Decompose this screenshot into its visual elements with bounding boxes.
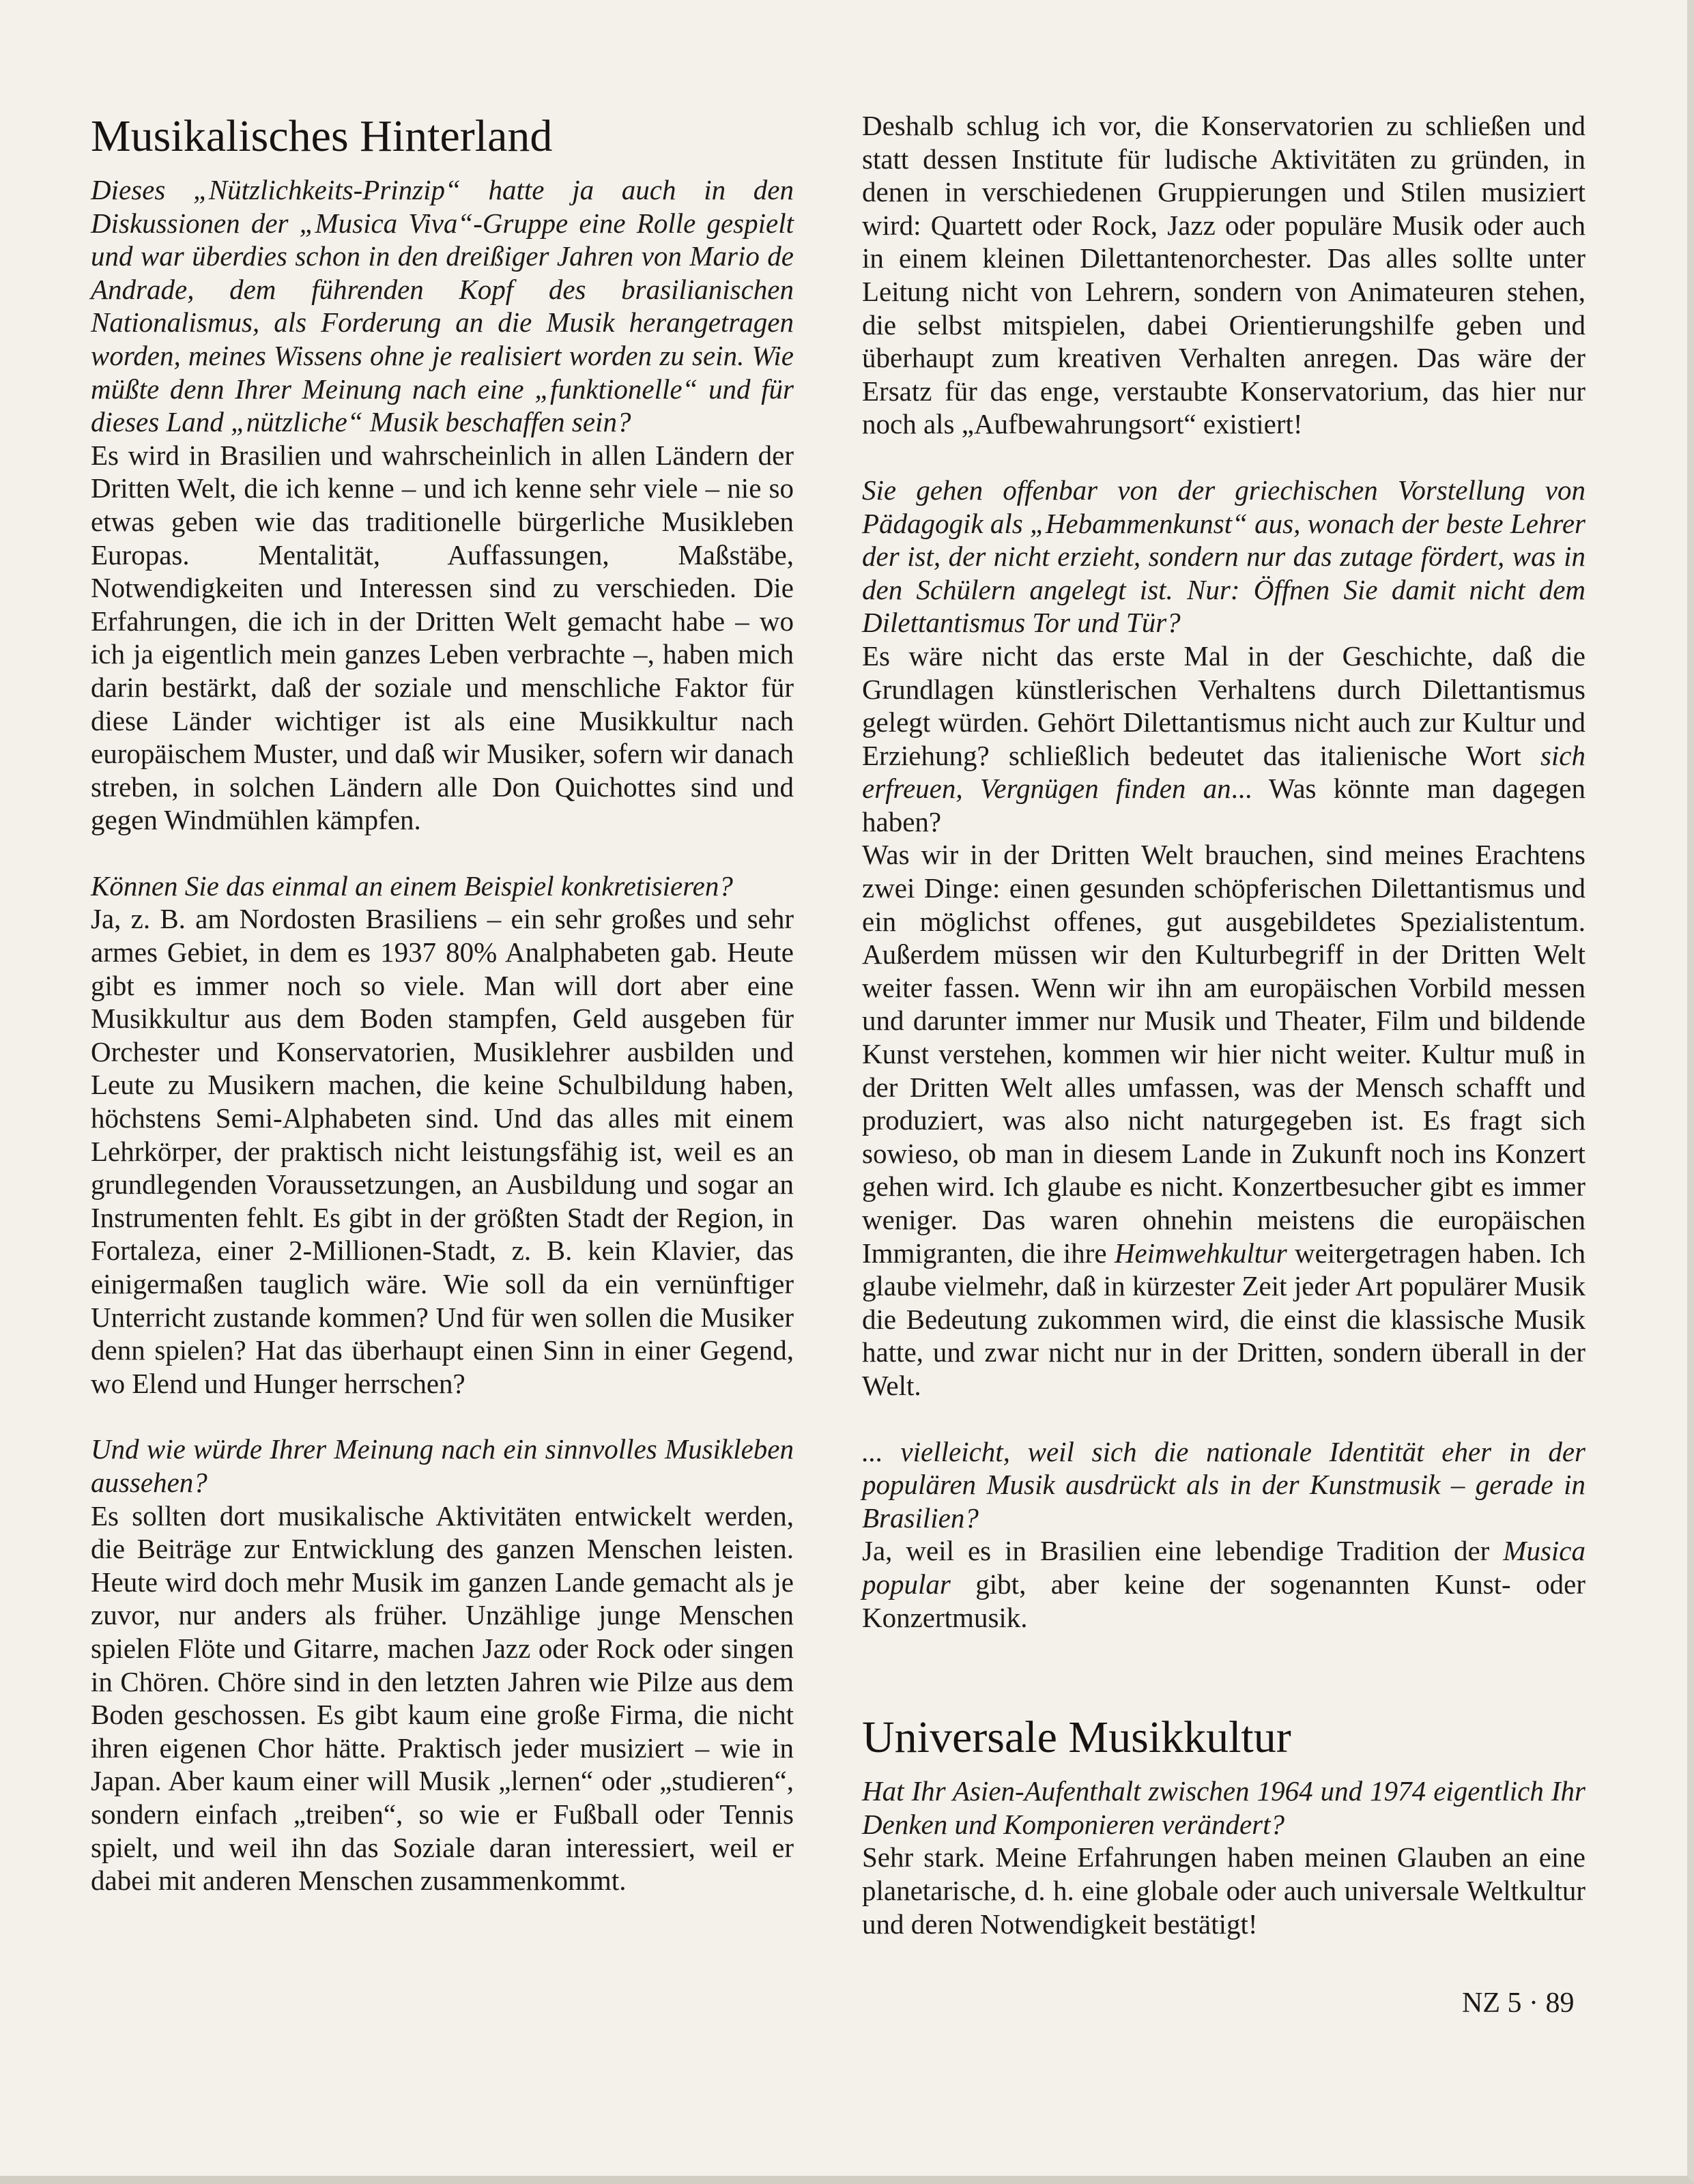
- answer-text: ... Was könnte man dagegen haben?: [862, 773, 1585, 837]
- paragraph-gap: [91, 837, 794, 870]
- section-gap: [862, 1634, 1585, 1710]
- interview-answer: Sehr stark. Meine Erfahrungen haben meinen Glauben an eine planetarische, d. h. eine globale oder auch universale Weltkultur und deren Notwendigkeit bestätigt!: [862, 1841, 1585, 1940]
- answer-text: gibt, aber keine der sogenannten Kunst- oder Konzertmusik.: [862, 1568, 1585, 1633]
- interview-question: Hat Ihr Asien-Aufenthalt zwischen 1964 und 1974 eigentlich Ihr Denken und Komponieren verändert?: [862, 1775, 1585, 1840]
- interview-question: Dieses „Nützlichkeits-Prinzip“ hatte ja auch in den Diskussionen der „Musica Viva“-Gruppe eine Rolle gespielt und war überdies schon in den dreißiger Jahren von Mario de Andrade, dem führenden Kopf des brasilianischen Nationalismus, als Forderung an die Musik herangetragen worden, meines Wissens ohne je realisiert worden zu sein. Wie müßte denn Ihrer Meinung nach eine „funktionelle“ und für dieses Land „nützliche“ Musik beschaffen sein?: [91, 174, 794, 438]
- interview-question: Und wie würde Ihrer Meinung nach ein sinnvolles Musikleben aussehen?: [91, 1433, 794, 1498]
- answer-emphasis: Musica popular: [862, 1535, 1585, 1600]
- interview-question: Sie gehen offenbar von der griechischen Vorstellung von Pädagogik als „Hebammenkunst“ aus, wonach der beste Lehrer der ist, der nicht erzieht, sondern nur das zutage fördert, was in den Schülern angelegt ist. Nur: Öffnen Sie damit nicht dem Dilettantismus Tor und Tür?: [862, 474, 1585, 639]
- paragraph-gap: [862, 1403, 1585, 1435]
- left-column: [91, 109, 794, 1897]
- interview-answer: Es wird in Brasilien und wahrscheinlich in allen Ländern der Dritten Welt, die ich kenne – und ich kenne sehr viele – nie so etwas geben wie das traditionelle bürgerliche Musikleben Europas. Mentalität, Auffassungen, Maßstäbe, Notwendigkeiten und Interessen sind zu verschieden. Die Erfahrungen, die ich in der Dritten Welt gemacht habe – wo ich ja eigentlich mein ganzes Leben verbrachte –, haben mich darin bestärkt, daß der soziale und menschliche Faktor für diese Länder wichtiger ist als eine Musikkultur nach europäischem Muster, und daß wir Musiker, sofern wir danach streben, in solchen Ländern alle Don Quichottes sind und gegen Windmühlen kämpfen.: [91, 439, 794, 836]
- answer-text: weitergetragen haben. Ich glaube vielmehr, daß in kürzester Zeit jeder Art populärer Musik die Bedeutung zukommen wird, die einst die klassische Musik hatte, und zwar nicht nur in der Dritten, sondern überall in der Welt.: [862, 1237, 1585, 1401]
- interview-answer: Es sollten dort musikalische Aktivitäten entwickelt werden, die Beiträge zur Entwicklung des ganzen Menschen leisten. Heute wird doch mehr Musik im ganzen Lande gemacht als je zuvor, nur anders als früher. Unzählige junge Menschen spielen Flöte und Gitarre, machen Jazz oder Rock oder singen in Chören. Chöre sind in den letzten Jahren wie Pilze aus dem Boden geschossen. Es gibt kaum eine große Firma, die nicht ihren eigenen Chor hätte. Praktisch jeder musiziert – wie in Japan. Aber kaum einer will Musik „lernen“ oder „studieren“, sondern einfach „treiben“, so wie er Fußball oder Tennis spielt, und weil ihn das Soziale daran interessiert, weil er dabei mit anderen Menschen zusammenkommt.: [91, 1499, 794, 1897]
- interview-question: Können Sie das einmal an einem Beispiel konkretisieren?: [91, 870, 733, 902]
- page-number: NZ 5 · 89: [1462, 1987, 1575, 2019]
- answer-text: Es wäre nicht das erste Mal in der Geschichte, daß die Grundlagen künstlerischen Verhaltens durch Dilettantismus gelegt würden. Gehört Dilettantismus nicht auch zur Kultur und Erziehung? schließlich bedeutet das italienische Wort: [862, 640, 1585, 771]
- answer-text: Was wir in der Dritten Welt brauchen, sind meines Erachtens zwei Dinge: einen gesunden schöpferischen Dilettantismus und ein möglichst offenes, gut ausgebildetes Spezialistentum. Außerdem müssen wir den Kulturbegriff in der Dritten Welt weiter fassen. Wenn wir ihn am europäischen Vorbild messen und darunter immer nur Musik und Theater, Film und bildende Kunst verstehen, kommen wir hier nicht weiter. Kultur muß in der Dritten Welt alles umfassen, was der Mensch schafft und produziert, was also nicht naturgegeben ist. Es fragt sich sowieso, ob man in diesem Lande in Zukunft noch ins Konzert gehen wird. Ich glaube es nicht. Konzertbesucher gibt es immer weniger. Das waren ohnehin meistens die europäischen Immigranten, die ihre: [862, 839, 1585, 1269]
- interview-answer: [862, 1534, 1585, 1634]
- answer-text: Ja, weil es in Brasilien eine lebendige Tradition der: [862, 1535, 1504, 1567]
- interview-answer: Ja, z. B. am Nordosten Brasiliens – ein sehr großes und sehr armes Gebiet, in dem es 1937 80% Analphabeten gab. Heute gibt es immer noch so viele. Man will dort aber eine Musikkultur aus dem Boden stampfen, Geld ausgeben für Orchester und Konservatorien, Musiklehrer ausbilden und Leute zu Musikern machen, die keine Schulbildung haben, höchstens Semi-Alphabeten sind. Und das alles mit einem Lehrkörper, der praktisch nicht leistungsfähig ist, weil es an grundlegenden Voraussetzungen, an Ausbildung und sogar an Instrumenten fehlt. Es gibt in der größten Stadt der Region, in Fortaleza, einer 2-Millionen-Stadt, z. B. kein Klavier, das einigermaßen tauglich wäre. Wie soll da ein vernünftiger Unterricht zustande kommen? Und für wen sollen die Musiker denn spielen? Hat das überhaupt einen Sinn in einer Gegend, wo Elend und Hunger herrschen?: [91, 903, 794, 1399]
- paragraph-gap: [862, 441, 1585, 474]
- answer-emphasis: sich erfreuen, Vergnügen finden an: [862, 739, 1585, 805]
- right-column: [862, 109, 1585, 1940]
- answer-emphasis: Heimwehkultur: [1114, 1237, 1287, 1269]
- interview-question: ... vielleicht, weil sich die nationale Identität eher in der populären Musik ausdrückt als in der Kunstmusik – gerade in Brasilien?: [862, 1435, 1585, 1534]
- interview-answer: [862, 640, 1585, 839]
- interview-answer-continued: Deshalb schlug ich vor, die Konservatorien zu schließen und statt dessen Institute für ludische Aktivitäten zu gründen, in denen in verschiedenen Gruppierungen und Stilen musiziert wird: Quartett oder Rock, Jazz oder populäre Musik oder auch in einem kleinen Dilettantenorchester. Das alles sollte unter Leitung nicht von Lehrern, sondern von Animateuren stehen, die selbst mitspielen, dabei Orientierungshilfe geben und überhaupt zum kreativen Verhalten anregen. Das wäre der Ersatz für das enge, verstaubte Konservatorium, das hier nur noch als „Aufbewahrungsort“ existiert!: [862, 110, 1585, 440]
- section-heading: Musikalisches Hinterland: [91, 111, 553, 161]
- paragraph-gap: [91, 1400, 794, 1433]
- interview-answer: [862, 838, 1585, 1402]
- section-heading: Universale Musikkultur: [862, 1712, 1291, 1763]
